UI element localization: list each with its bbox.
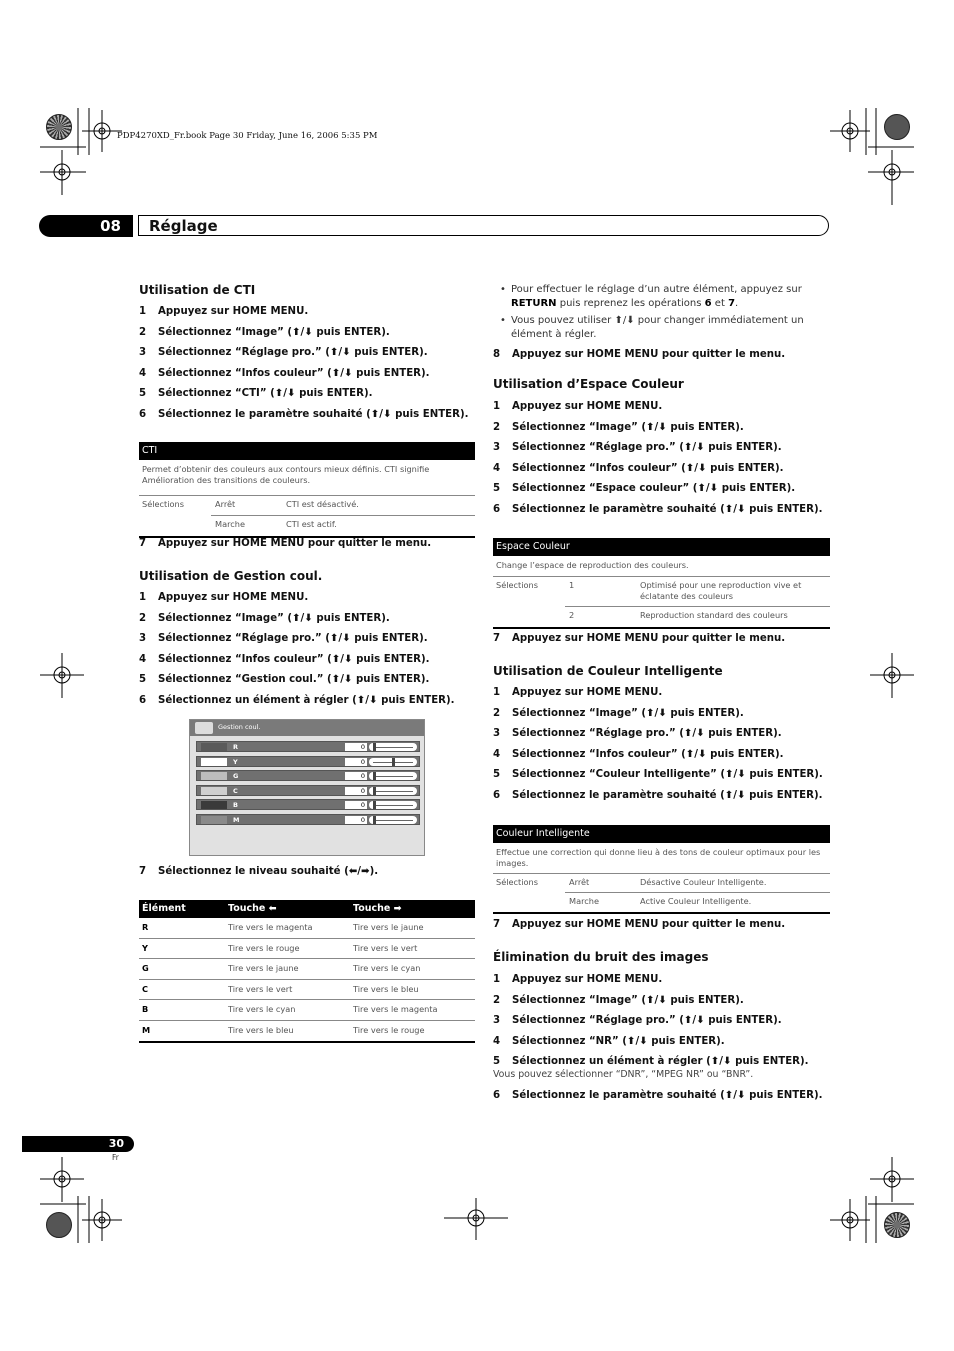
step: 7 Appuyez sur HOME MENU pour quitter le menu. xyxy=(493,919,786,930)
table-description: Permet d’obtenir des couleurs aux contours mieux définis. CTI signifie Amélioration des transitions de couleurs. xyxy=(142,464,430,485)
color-row[interactable] xyxy=(196,756,420,767)
selections-label: Sélections xyxy=(496,877,538,887)
section-cti xyxy=(139,283,475,429)
table-title: Couleur Intelligente xyxy=(493,825,830,843)
option-desc: CTI est désactivé. xyxy=(286,499,359,509)
slider-knob[interactable] xyxy=(373,816,376,824)
color-swatch xyxy=(201,758,227,766)
section-bruit xyxy=(493,950,830,1111)
table-cell: B xyxy=(142,1004,149,1015)
table-row xyxy=(139,1000,475,1021)
table-cell: Tire vers le vert xyxy=(228,983,293,994)
color-value: 0 xyxy=(345,758,367,766)
step-list xyxy=(139,306,475,429)
option-name: 1 xyxy=(569,580,575,590)
color-row[interactable] xyxy=(196,799,420,810)
color-slider[interactable] xyxy=(369,801,417,809)
color-row[interactable] xyxy=(196,785,420,796)
chapter-number: 08 xyxy=(39,215,133,237)
step: 4 Sélectionnez “Infos couleur” (⬆/⬇ puis ENTER). xyxy=(139,367,430,379)
section-gestion xyxy=(139,569,475,715)
step: 2 Sélectionnez “Image” (⬆/⬇ puis ENTER). xyxy=(139,612,390,624)
color-swatch xyxy=(201,772,227,780)
option-name: 2 xyxy=(569,610,575,620)
option-desc: Active Couleur Intelligente. xyxy=(640,896,752,906)
bullet-item: • Pour effectuer le réglage d’un autre élément, appuyez sur RETURN puis reprenez les opérations 6 et 7. xyxy=(493,283,830,310)
table-cell: C xyxy=(142,983,149,994)
color-value: 0 xyxy=(345,816,367,824)
section-heading: Utilisation de Gestion coul. xyxy=(139,569,323,583)
color-mark-icon xyxy=(46,114,72,140)
table-row xyxy=(139,980,475,1001)
table-cell: R xyxy=(142,922,149,932)
step: 5 Sélectionnez “Couleur Intelligente” (⬆/⬇ puis ENTER). xyxy=(493,769,823,780)
espace-table xyxy=(493,538,830,629)
section-espace xyxy=(493,377,830,524)
table-cell: Y xyxy=(142,942,148,953)
table-rows xyxy=(139,495,475,538)
couleur-table xyxy=(493,825,830,914)
chapter-title: Réglage xyxy=(138,215,829,236)
color-label: Y xyxy=(233,757,238,766)
color-value: 0 xyxy=(345,801,367,809)
color-value: 0 xyxy=(345,772,367,780)
step: 3 Sélectionnez “Réglage pro.” (⬆/⬇ puis ENTER). xyxy=(493,728,782,739)
color-mark-icon xyxy=(46,1212,72,1238)
gestion-coul-screen xyxy=(189,719,425,856)
section-heading: Utilisation d’Espace Couleur xyxy=(493,377,684,391)
section-heading: Utilisation de CTI xyxy=(139,283,256,297)
screen-title: Gestion coul. xyxy=(218,723,261,731)
step: 5 Sélectionnez un élément à régler (⬆/⬇ puis ENTER). xyxy=(493,1056,809,1067)
color-value: 0 xyxy=(345,743,367,751)
table-cell: Tire vers le cyan xyxy=(353,963,421,974)
table-cell: Tire vers le bleu xyxy=(353,983,419,994)
color-label: B xyxy=(233,801,238,809)
step: 7 Appuyez sur HOME MENU pour quitter le menu. xyxy=(493,633,786,644)
step: 2 Sélectionnez “Image” (⬆/⬇ puis ENTER). xyxy=(139,326,390,338)
step: 8 Appuyez sur HOME MENU pour quitter le menu. xyxy=(493,349,786,360)
section-heading: Utilisation de Couleur Intelligente xyxy=(493,664,723,678)
step: 7 Sélectionnez le niveau souhaité (⬅/➡). xyxy=(139,866,379,877)
table-row xyxy=(139,939,475,960)
step: 3 Sélectionnez “Réglage pro.” (⬆/⬇ puis ENTER). xyxy=(139,347,428,358)
selections-label: Sélections xyxy=(496,580,538,590)
table-cell: M xyxy=(142,1024,151,1035)
table-row xyxy=(139,1021,475,1043)
step: 3 Sélectionnez “Réglage pro.” (⬆/⬇ puis ENTER). xyxy=(139,633,428,644)
step: 5 Sélectionnez “CTI” (⬆/⬇ puis ENTER). xyxy=(139,388,373,399)
slider-knob[interactable] xyxy=(373,801,376,809)
option-desc: Désactive Couleur Intelligente. xyxy=(640,877,767,887)
step-note: Vous pouvez sélectionner “DNR”, “MPEG NR” ou “BNR”. xyxy=(493,1069,754,1080)
table-cell: Tire vers le magenta xyxy=(228,922,313,932)
step: 5 Sélectionnez “Espace couleur” (⬆/⬇ puis ENTER). xyxy=(493,483,796,494)
table-cell: Tire vers le jaune xyxy=(353,922,424,932)
table-cell: Tire vers le jaune xyxy=(228,963,299,974)
step: 1 Appuyez sur HOME MENU. xyxy=(493,401,663,412)
col-header: Touche ⬅ xyxy=(228,903,277,914)
option-name: Arrêt xyxy=(215,499,236,509)
step: 5 Sélectionnez “Gestion coul.” (⬆/⬇ puis ENTER). xyxy=(139,674,430,685)
step: 2 Sélectionnez “Image” (⬆/⬇ puis ENTER). xyxy=(493,707,744,719)
step: 6 Sélectionnez le paramètre souhaité (⬆/⬇ puis ENTER). xyxy=(493,1090,823,1101)
color-label: G xyxy=(233,772,239,780)
option-name: Marche xyxy=(569,896,599,906)
step: 1 Appuyez sur HOME MENU. xyxy=(493,974,663,985)
step: 7 Appuyez sur HOME MENU pour quitter le menu. xyxy=(139,538,432,549)
step: 4 Sélectionnez “Infos couleur” (⬆/⬇ puis ENTER). xyxy=(493,748,784,760)
cti-table xyxy=(139,442,475,538)
step: 4 Sélectionnez “Infos couleur” (⬆/⬇ puis ENTER). xyxy=(493,462,784,474)
slider-knob[interactable] xyxy=(373,787,376,795)
color-label: R xyxy=(233,743,239,751)
step: 1 Appuyez sur HOME MENU. xyxy=(139,306,309,317)
language-code: Fr xyxy=(112,1153,119,1162)
col-header: Touche ➡ xyxy=(353,903,402,914)
table-description: Change l’espace de reproduction des couleurs. xyxy=(496,560,689,570)
color-swatch xyxy=(201,787,227,795)
table-cell: Tire vers le bleu xyxy=(228,1024,294,1035)
col-header: Élément xyxy=(142,903,186,914)
slider-knob[interactable] xyxy=(373,772,376,780)
step: 3 Sélectionnez “Réglage pro.” (⬆/⬇ puis ENTER). xyxy=(493,1015,782,1026)
table-cell: Tire vers le magenta xyxy=(353,1004,438,1015)
step: 4 Sélectionnez “NR” (⬆/⬇ puis ENTER). xyxy=(493,1035,725,1047)
section-couleur xyxy=(493,664,830,810)
step: 1 Appuyez sur HOME MENU. xyxy=(493,687,663,698)
step: 2 Sélectionnez “Image” (⬆/⬇ puis ENTER). xyxy=(493,421,744,433)
table-row xyxy=(139,959,475,980)
color-slider[interactable] xyxy=(369,758,417,766)
step: 2 Sélectionnez “Image” (⬆/⬇ puis ENTER). xyxy=(493,994,744,1006)
table-cell: Tire vers le rouge xyxy=(353,1024,425,1035)
table-rows xyxy=(493,576,830,629)
step: 6 Sélectionnez le paramètre souhaité (⬆/⬇ puis ENTER). xyxy=(493,789,823,801)
table-title: Espace Couleur xyxy=(493,538,830,556)
color-value: 0 xyxy=(345,787,367,795)
table-cell: Tire vers le rouge xyxy=(228,942,300,953)
table-rows xyxy=(493,873,830,914)
color-slider[interactable] xyxy=(369,743,417,751)
slider-knob[interactable] xyxy=(392,758,395,766)
color-slider[interactable] xyxy=(369,772,417,780)
menu-icon xyxy=(195,722,213,734)
table-title: CTI xyxy=(139,442,475,460)
step: 6 Sélectionnez le paramètre souhaité (⬆/⬇ puis ENTER). xyxy=(493,503,823,515)
selections-label: Sélections xyxy=(142,499,184,509)
color-swatch xyxy=(201,743,227,751)
option-desc: Reproduction standard des couleurs xyxy=(640,610,788,620)
step: 3 Sélectionnez “Réglage pro.” (⬆/⬇ puis ENTER). xyxy=(493,442,782,453)
step: 1 Appuyez sur HOME MENU. xyxy=(139,592,309,603)
table-cell: G xyxy=(142,963,149,974)
table-cell: Tire vers le cyan xyxy=(228,1004,296,1015)
color-row[interactable] xyxy=(196,814,420,825)
color-label: M xyxy=(233,815,240,824)
option-name: Marche xyxy=(215,519,245,529)
step: 6 Sélectionnez le paramètre souhaité (⬆/⬇ puis ENTER). xyxy=(139,408,469,420)
table-row xyxy=(139,918,475,939)
option-desc: CTI est actif. xyxy=(286,519,337,529)
screen-header xyxy=(190,720,424,736)
book-slug: PDP4270XD_Fr.book Page 30 Friday, June 16, 2006 5:35 PM xyxy=(117,131,378,141)
option-name: Arrêt xyxy=(569,877,590,887)
slider-knob[interactable] xyxy=(373,743,376,751)
table-cell: Tire vers le vert xyxy=(353,942,418,953)
option-desc: Optimisé pour une reproduction vive et éclatante des couleurs xyxy=(640,580,802,601)
tips xyxy=(493,283,830,370)
color-row[interactable] xyxy=(196,741,420,752)
color-mark-icon xyxy=(884,1212,910,1238)
step: 4 Sélectionnez “Infos couleur” (⬆/⬇ puis ENTER). xyxy=(139,653,430,665)
step: 6 Sélectionnez un élément à régler (⬆/⬇ puis ENTER). xyxy=(139,694,455,706)
color-slider[interactable] xyxy=(369,787,417,795)
color-slider[interactable] xyxy=(369,816,417,824)
color-swatch xyxy=(201,801,227,809)
section-heading: Élimination du bruit des images xyxy=(493,950,709,964)
bullet-item: • Vous pouvez utiliser ⬆/⬇ pour changer immédiatement un élément à régler. xyxy=(493,314,830,341)
page-number: 30 xyxy=(22,1136,134,1152)
element-table xyxy=(139,900,475,1043)
table-header xyxy=(139,900,475,918)
table-description: Effectue une correction qui donne lieu à des tons de couleur optimaux pour les images. xyxy=(496,847,821,868)
color-row[interactable] xyxy=(196,770,420,781)
color-mark-icon xyxy=(884,114,910,140)
color-label: C xyxy=(233,786,238,795)
color-swatch xyxy=(201,816,227,824)
